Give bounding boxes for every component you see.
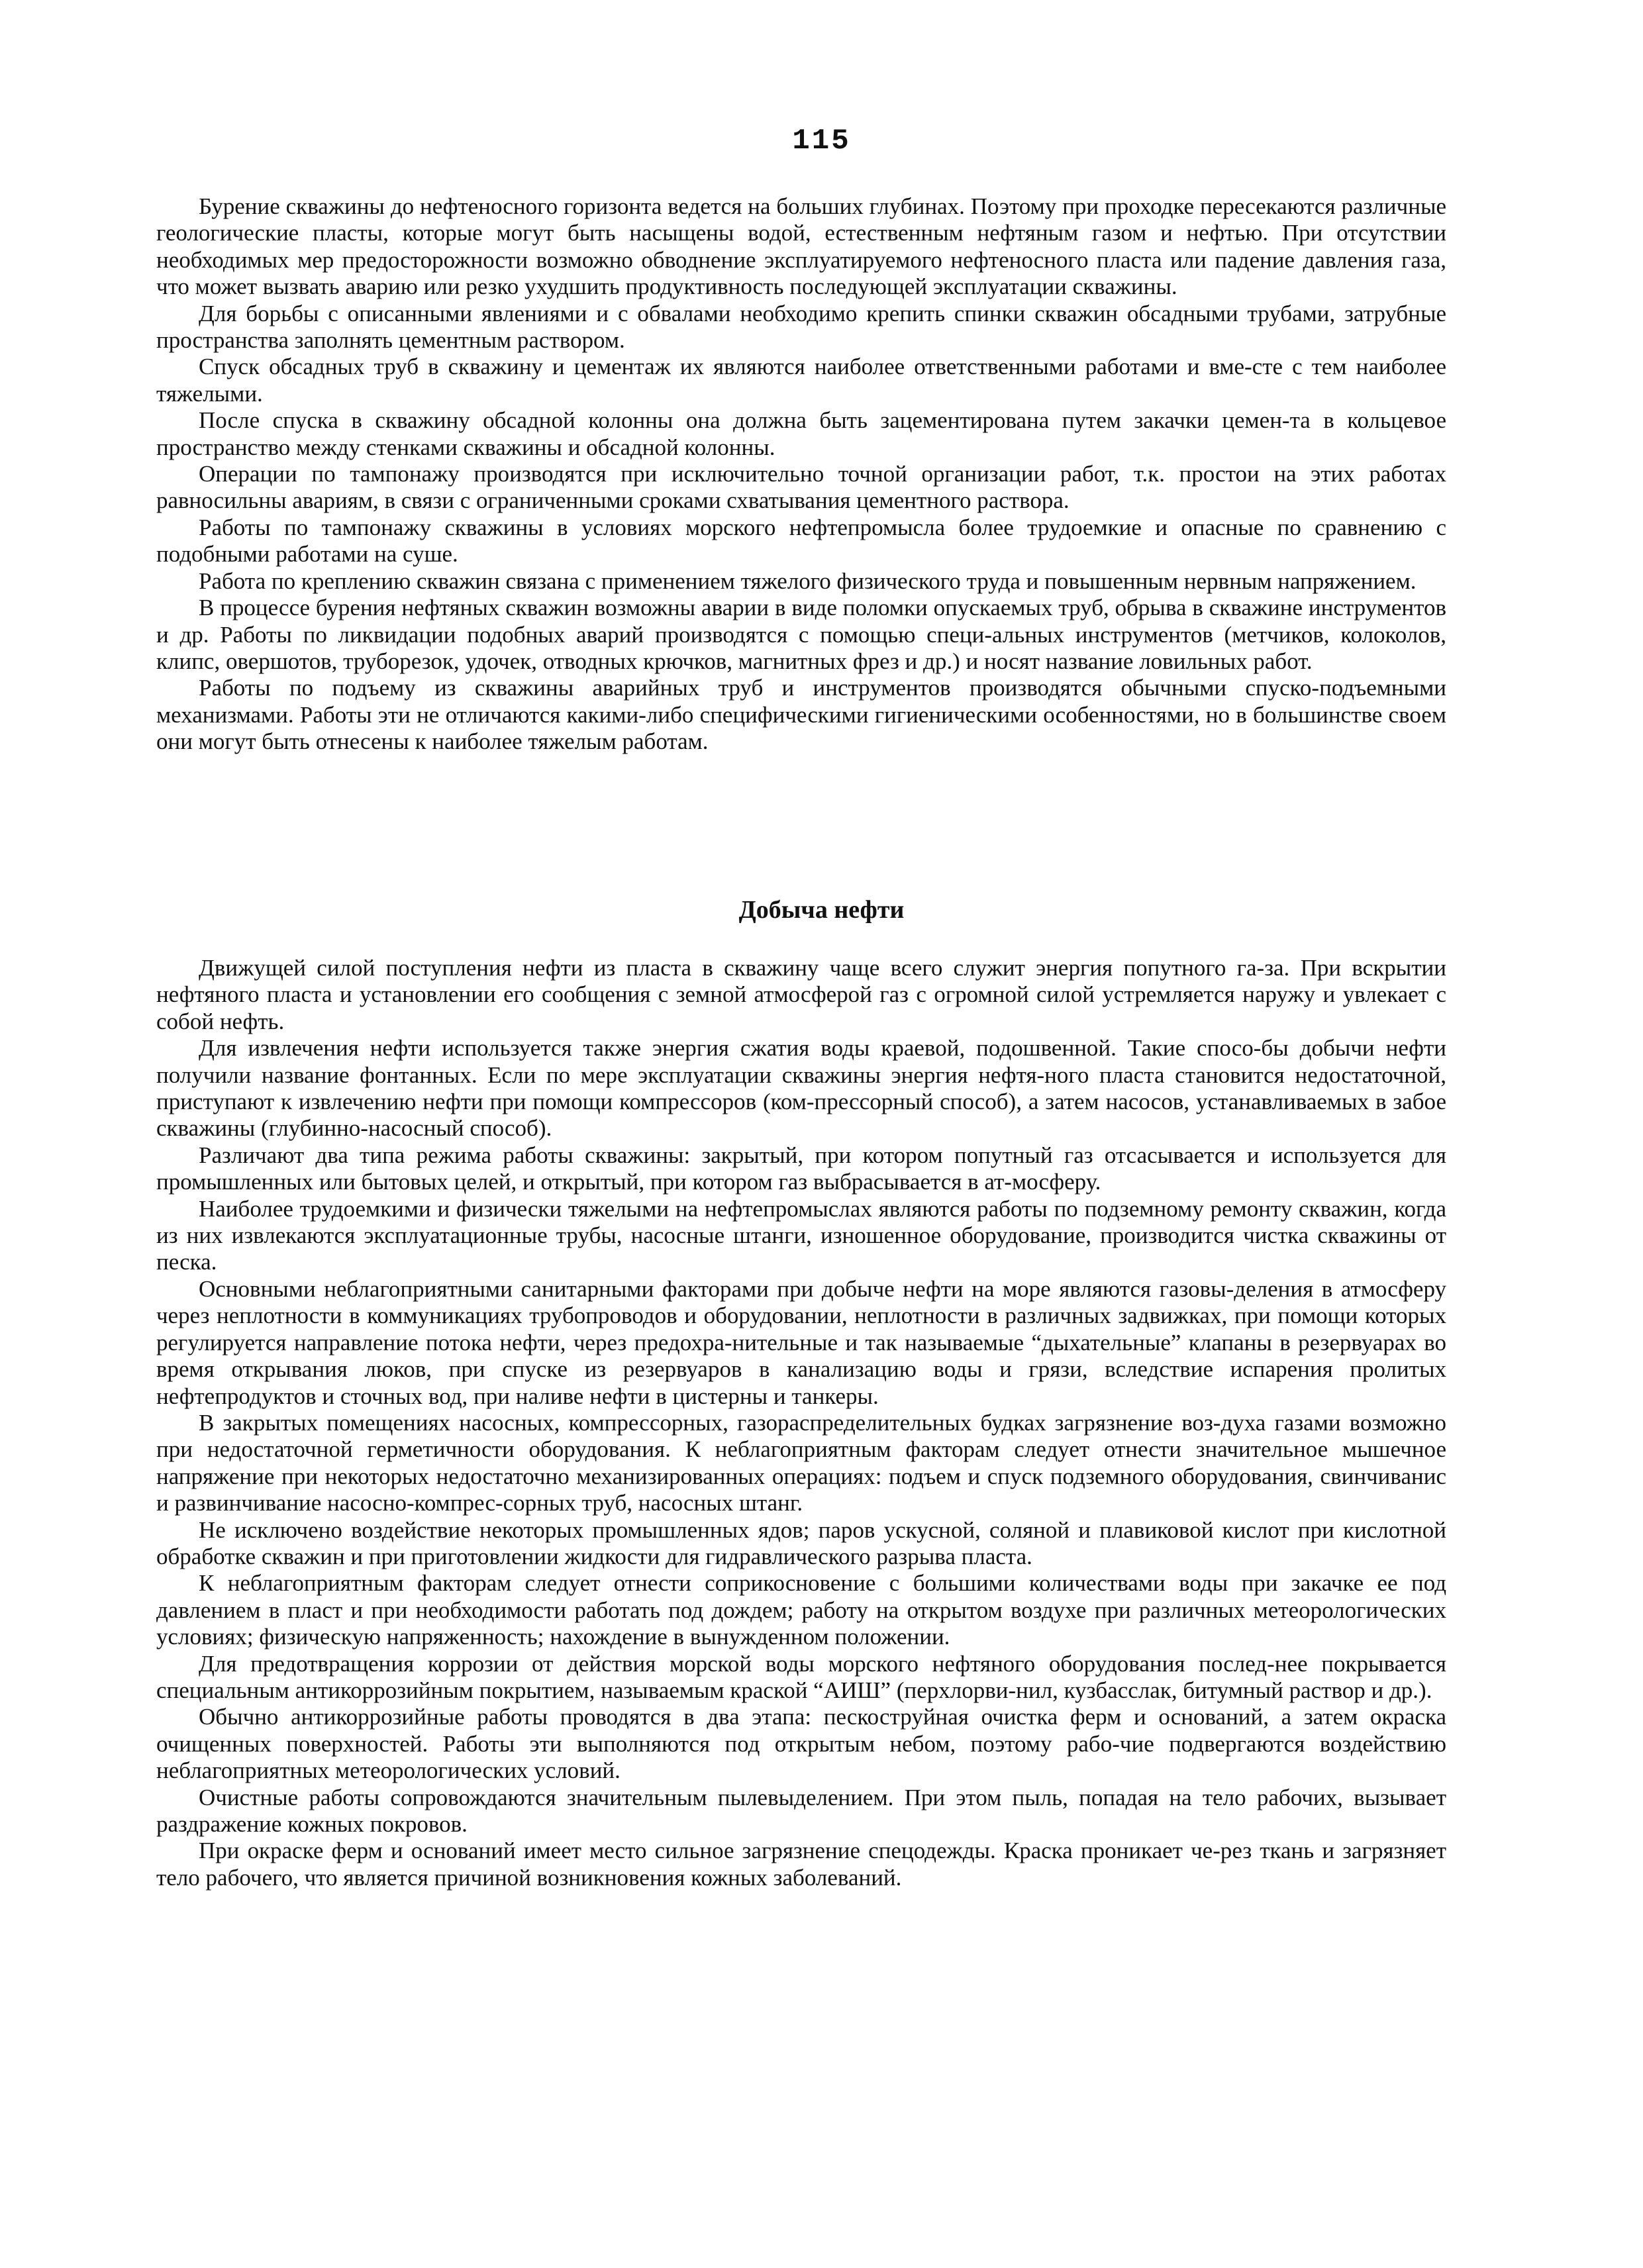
paragraph: Для извлечения нефти используется также энергия сжатия воды краевой, подошвенной. Такие спосо-бы добычи нефти получили название фонтанных. Если по мере эксплуатации скважины энергия нефтя-ного пласта становится недостаточной, приступают к извлечению нефти при помощи компрессоров (ком-прессорный способ), а затем насосов, устанавливаемых в забое скважины (глубинно-насосный способ). bbox=[156, 1035, 1446, 1142]
paragraph: Наиболее трудоемкими и физически тяжелыми на нефтепромыслах являются работы по подземному ремонту скважин, когда из них извлекаются эксплуатационные трубы, насосные штанги, изношенное оборудование, производится чистка скважины от песка. bbox=[156, 1195, 1446, 1275]
paragraph: Спуск обсадных труб в скважину и цементаж их являются наиболее ответственными работами и вме-сте с тем наиболее тяжелыми. bbox=[156, 354, 1446, 407]
paragraph: Движущей силой поступления нефти из пласта в скважину чаще всего служит энергия попутного га-за. При вскрытии нефтяного пласта и установлении его сообщения с земной атмосферой газ с огромной силой устремляется наружу и увлекает с собой нефть. bbox=[156, 955, 1446, 1034]
section-heading: Добыча нефти bbox=[738, 896, 905, 924]
paragraph: Различают два типа режима работы скважины: закрытый, при котором попутный газ отсасывается и используется для промышленных или бытовых целей, и открытый, при котором газ выбрасывается в ат-мосферу. bbox=[156, 1142, 1446, 1195]
paragraph: При окраске ферм и оснований имеет место сильное загрязнение спецодежды. Краска проникает че-рез ткань и загрязняет тело рабочего, что является причиной возникновения кожных заболеваний. bbox=[156, 1838, 1446, 1891]
paragraph: Для борьбы с описанными явлениями и с обвалами необходимо крепить спинки скважин обсадными трубами, затрубные пространства заполнять цементным раствором. bbox=[156, 300, 1446, 354]
paragraph: В закрытых помещениях насосных, компрессорных, газораспределительных будках загрязнение воз-духа газами возможно при недостаточной герметичности оборудования. К неблагоприятным факторам следует отнести значительное мышечное напряжение при некоторых недостаточно механизированных операциях: подъем и спуск подземного оборудования, свинчиванис и развинчивание насосно-компрес-сорных труб, насосных штанг. bbox=[156, 1409, 1446, 1516]
paragraph: Для предотвращения коррозии от действия морской воды морского нефтяного оборудования послед-нее покрывается специальным антикоррозийным покрытием, называемым краской “АИШ” (перхлорви-нил, кузбасслак, битумный раствор и др.). bbox=[156, 1650, 1446, 1703]
section-oil-extraction bbox=[156, 955, 1446, 1891]
paragraph: В процессе бурения нефтяных скважин возможны аварии в виде поломки опускаемых труб, обрыва в скважине инструментов и др. Работы по ликвидации подобных аварий производятся с помощью специ-альных инструментов (метчиков, колоколов, клипс, овершотов, труборезок, удочек, отводных крючков, магнитных фрез и др.) и носят название ловильных работ. bbox=[156, 595, 1446, 674]
paragraph: Бурение скважины до нефтеносного горизонта ведется на больших глубинах. Поэтому при проходке пересекаются различные геологические пласты, которые могут быть насыщены водой, естественным нефтяным газом и нефтью. При отсутствии необходимых мер предосторожности возможно обводнение эксплуатируемого нефтеносного пласта или падение давления газа, что может вызвать аварию или резко ухудшить продуктивность последующей эксплуатации скважины. bbox=[156, 193, 1446, 300]
paragraph: Основными неблагоприятными санитарными факторами при добыче нефти на море являются газовы-деления в атмосферу через неплотности в коммуникациях трубопроводов и оборудовании, неплотности в различных задвижках, при помощи которых регулируется направление потока нефти, через предохра-нительные и так называемые “дыхательные” клапаны в резервуарах во время открывания люков, при спуске из резервуаров в канализацию воды и грязи, вследствие испарения пролитых нефтепродуктов и сточных вод, при наливе нефти в цистерны и танкеры. bbox=[156, 1275, 1446, 1409]
paragraph: Очистные работы сопровождаются значительным пылевыделением. При этом пыль, попадая на тело рабочих, вызывает раздражение кожных покровов. bbox=[156, 1784, 1446, 1837]
page-number: 115 bbox=[792, 124, 851, 158]
paragraph: Операции по тампонажу производятся при исключительно точной организации работ, т.к. простои на этих работах равносильны авариям, в связи с ограниченными сроками схватывания цементного раствора. bbox=[156, 461, 1446, 514]
paragraph: Не исключено воздействие некоторых промышленных ядов; паров ускусной, соляной и плавиковой кислот при кислотной обработке скважин и при приготовлении жидкости для гидравлического разрыва пласта. bbox=[156, 1516, 1446, 1569]
paragraph: К неблагоприятным факторам следует отнести соприкосновение с большими количествами воды при закачке ее под давлением в пласт и при необходимости работать под дождем; работу на открытом воздухе при различных метеорологических условиях; физическую напряженность; нахождение в вынужденном положении. bbox=[156, 1570, 1446, 1650]
paragraph: Работы по подъему из скважины аварийных труб и инструментов производятся обычными спуско-подъемными механизмами. Работы эти не отличаются какими-либо специфическими гигиеническими особенностями, но в большинстве своем они могут быть отнесены к наиболее тяжелым работам. bbox=[156, 675, 1446, 755]
paragraph: Работа по креплению скважин связана с применением тяжелого физического труда и повышенным нервным напряжением. bbox=[199, 567, 1417, 594]
paragraph: После спуска в скважину обсадной колонны она должна быть зацементирована путем закачки цемен-та в кольцевое пространство между стенками скважины и обсадной колонны. bbox=[156, 407, 1446, 460]
paragraph: Работы по тампонажу скважины в условиях морского нефтепромысла более трудоемкие и опасные по сравнению с подобными работами на суше. bbox=[156, 514, 1446, 567]
paragraph: Обычно антикоррозийные работы проводятся в два этапа: пескоструйная очистка ферм и оснований, а затем окраска очищенных поверхностей. Работы эти выполняются под открытым небом, поэтому рабо-чие подвергаются воздействию неблагоприятных метеорологических условий. bbox=[156, 1704, 1446, 1784]
section-drilling bbox=[156, 193, 1446, 756]
